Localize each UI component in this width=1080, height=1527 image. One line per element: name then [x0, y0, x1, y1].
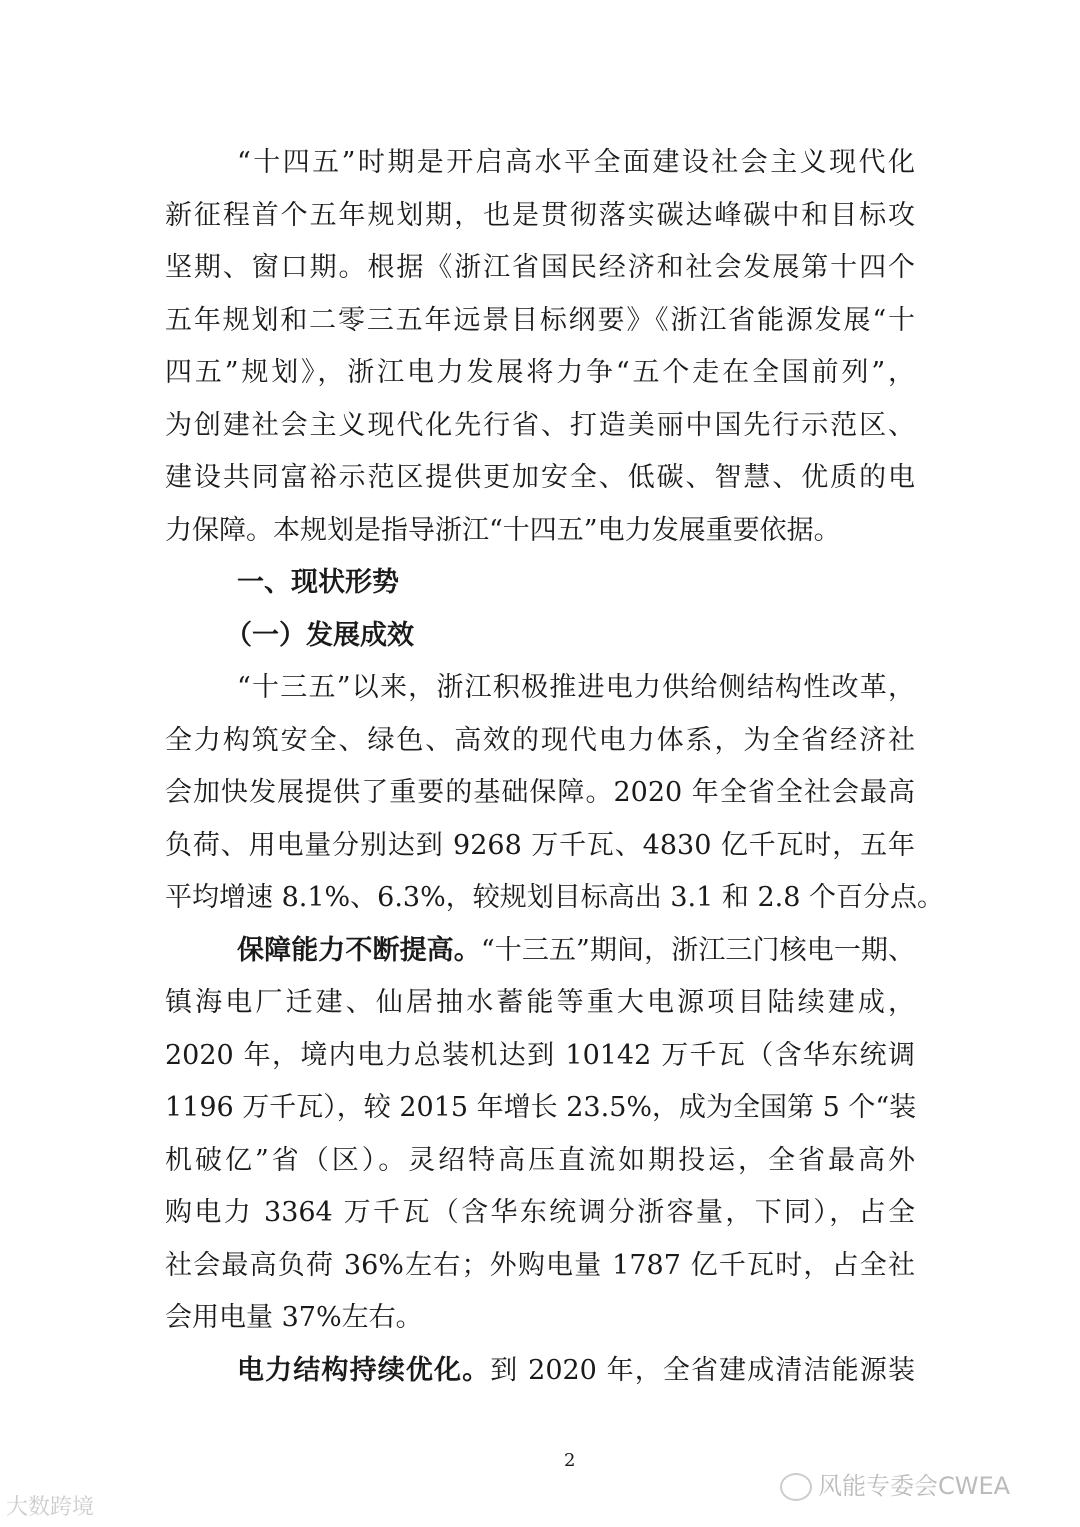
paragraph-line: 1196 万千瓦），较 2015 年增长 23.5%，成为全国第 5 个“装	[165, 1092, 917, 1123]
paragraph-line: 2020 年，境内电力总装机达到 10142 万千瓦（含华东统调	[165, 1039, 915, 1071]
paragraph-line: 新征程首个五年规划期，也是贯彻落实碳达峰碳中和目标攻	[165, 199, 915, 231]
page-number: 2	[564, 1450, 576, 1471]
paragraph-line: 购电力 3364 万千瓦（含华东统调分浙容量，下同），占全	[165, 1197, 915, 1228]
paragraph-line: 建设共同富裕示范区提供更加安全、低碳、智慧、优质的电	[165, 462, 915, 493]
wechat-icon	[780, 1473, 812, 1501]
paragraph-line	[237, 1351, 915, 1391]
watermark-left-text: 大数跨境	[6, 1495, 95, 1520]
paragraph-line: 会加快发展提供了重要的基础保障。2020 年全省全社会最高	[165, 777, 915, 808]
bold-lead-phrase: 保障能力不断提高。	[237, 934, 481, 966]
paragraph-line: 五年规划和二零三五年远景目标纲要》《浙江省能源发展“十	[165, 304, 915, 336]
paragraph-line: “十三五”以来，浙江积极推进电力供给侧结构性改革，	[237, 672, 915, 703]
paragraph-line: 负荷、用电量分别达到 9268 万千瓦、4830 亿千瓦时，五年	[165, 829, 915, 861]
paragraph-line: 镇海电厂迁建、仙居抽水蓄能等重大电源项目陆续建成，	[165, 987, 915, 1018]
paragraph-line: 坚期、窗口期。根据《浙江省国民经济和社会发展第十四个	[165, 252, 915, 283]
section-heading: 一、现状形势	[237, 567, 399, 598]
text-run: 到 2020 年，全省建成清洁能源装	[490, 1354, 915, 1386]
paragraph-line: 四五”规划》，浙江电力发展将力争“五个走在全国前列”，	[165, 357, 915, 388]
watermark-cwea-text: 风能专委会CWEA	[818, 1472, 1011, 1500]
paragraph-line: 力保障。本规划是指导浙江“十四五”电力发展重要依据。	[165, 514, 841, 546]
paragraph-line	[237, 931, 915, 971]
watermark-dashukuajing	[6, 1490, 94, 1521]
paragraph-line: 社会最高负荷 36%左右；外购电量 1787 亿千瓦时，占全社	[165, 1249, 915, 1281]
subsection-heading: （一）发展成效	[225, 619, 414, 651]
paragraph-line: 机破亿”省（区）。灵绍特高压直流如期投运，全省最高外	[165, 1144, 915, 1176]
paragraph-line: 会用电量 37%左右。	[165, 1302, 423, 1333]
paragraph-line: 平均增速 8.1%、6.3%，较规划目标高出 3.1 和 2.8 个百分点。	[165, 882, 944, 913]
text-run: “十三五”期间，浙江三门核电一期、	[480, 934, 916, 966]
paragraph-line: 全力构筑安全、绿色、高效的现代电力体系，为全省经济社	[165, 724, 915, 756]
watermark-cwea	[780, 1466, 1010, 1501]
paragraph-line: “十四五”时期是开启高水平全面建设社会主义现代化	[237, 147, 915, 178]
paragraph-line: 为创建社会主义现代化先行省、打造美丽中国先行示范区、	[165, 409, 915, 441]
bold-lead-phrase: 电力结构持续优化。	[237, 1354, 491, 1386]
